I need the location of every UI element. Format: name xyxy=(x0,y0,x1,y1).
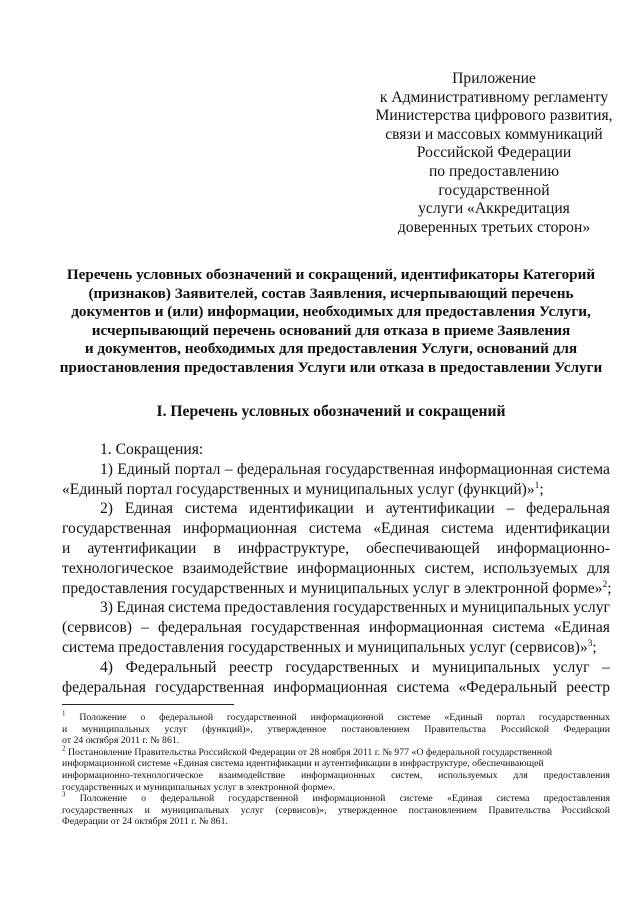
word: система xyxy=(396,678,450,696)
word: 1) xyxy=(100,460,113,478)
appendix-line: услуги «Аккредитация xyxy=(418,200,570,218)
footnote-number: 1 xyxy=(62,709,66,718)
word: системе xyxy=(399,793,433,805)
word: и xyxy=(144,804,150,816)
word: информационно- xyxy=(496,539,610,557)
word: информационных xyxy=(300,769,376,781)
footnote-line xyxy=(62,709,610,724)
word: – xyxy=(141,619,149,637)
word: технологическое xyxy=(62,559,174,577)
word: (сервисов) xyxy=(62,619,133,637)
word: взаимодействие xyxy=(218,769,286,781)
word: Правительства xyxy=(424,723,486,735)
paragraph-4-line xyxy=(62,658,610,678)
word: информационно-технологическое xyxy=(62,769,203,781)
word: Российской xyxy=(500,723,549,735)
word: (функций)», xyxy=(202,723,253,735)
appendix-block xyxy=(372,70,616,237)
word: система xyxy=(492,619,545,637)
word: и xyxy=(411,658,420,676)
footnote-line: $^2$ Постановление Правительства Российской Федерации от 28 ноября 2011 г. № 977 «О федеральной государственной xyxy=(62,744,553,758)
appendix-line: Министерства цифрового развития, xyxy=(375,107,613,125)
footnote-ref-1[interactable]: 1 xyxy=(534,480,540,491)
word: идентификации xyxy=(505,520,610,538)
footnote-line: государственных и муниципальных услуг в электронной форме». xyxy=(62,781,336,793)
word: система xyxy=(184,500,238,518)
footnote-separator xyxy=(62,704,234,705)
section-heading: I. Перечень условных обозначений и сокращений xyxy=(156,403,506,420)
word: муниципальных xyxy=(461,599,570,617)
paragraph-3-line: система предоставления государственных и муниципальных услуг (сервисов)»$^3$; xyxy=(62,638,597,656)
word: постановлением xyxy=(408,804,478,816)
word: и xyxy=(449,599,459,617)
word: государственной xyxy=(228,793,299,805)
word: государственных xyxy=(285,658,399,676)
word: (сервисов)», xyxy=(275,804,327,816)
word: инфраструктуре, xyxy=(237,539,350,557)
word: реестр xyxy=(566,678,610,696)
footnote-3 xyxy=(62,790,610,828)
word: «Единый xyxy=(444,712,483,723)
word: – xyxy=(602,658,610,676)
word: обеспечивающей xyxy=(366,539,480,557)
appendix-line: Российской Федерации xyxy=(416,144,572,162)
word: система xyxy=(496,793,530,805)
footnote-1 xyxy=(62,709,610,747)
title-line: приостановления предоставления Услуги или отказа в предоставлении Услуги xyxy=(59,358,603,376)
word: государственных xyxy=(333,599,447,617)
word: услуг xyxy=(573,599,610,617)
word: система xyxy=(168,599,221,617)
paragraph-1-line: «Единый портал государственных и муниципальных услуг (функций)»$^1$; xyxy=(62,480,544,498)
word: информационной xyxy=(312,793,386,805)
word: аутентификации xyxy=(385,500,495,518)
word: предоставления xyxy=(543,793,610,805)
appendix-line: к Административному регламенту xyxy=(379,88,609,106)
word: «Федеральный xyxy=(458,678,558,696)
word: система xyxy=(557,460,610,478)
paragraph-2-line xyxy=(62,519,610,539)
word: информационная xyxy=(273,678,388,696)
footnotes xyxy=(62,709,610,828)
word: систем, xyxy=(424,559,475,577)
footnote-line xyxy=(62,805,610,817)
paragraph-1-line xyxy=(62,460,610,480)
word: информационная xyxy=(438,460,553,478)
word: о xyxy=(141,793,147,805)
paragraph-2-line xyxy=(62,499,610,519)
footnote-line xyxy=(62,724,610,736)
word: постановлением xyxy=(341,723,410,735)
word: государственная xyxy=(250,619,360,637)
word: государственных xyxy=(538,712,610,723)
word: 3) xyxy=(100,599,113,617)
title-line: Перечень условных обозначений и сокращений, идентификаторы Категорий xyxy=(66,266,596,283)
paragraph-2-line xyxy=(62,559,610,579)
word: – xyxy=(506,500,515,518)
word: информационных xyxy=(297,559,416,577)
word: услуг xyxy=(552,658,590,676)
body-text xyxy=(62,440,610,697)
word: используемых xyxy=(438,769,498,781)
appendix-line: по предоставлению xyxy=(428,162,560,180)
word: муниципальных xyxy=(81,723,150,735)
word: 4) xyxy=(100,658,113,676)
paragraph-4-line xyxy=(62,678,610,698)
word: Единая xyxy=(124,500,174,518)
word: федеральной xyxy=(160,793,215,805)
paragraph-2-line: предоставления государственных и муниципальных услуг в электронной форме»$^2$; xyxy=(62,579,612,597)
word: государственная xyxy=(155,678,265,696)
word: портал xyxy=(174,460,221,478)
paragraph-3-line xyxy=(62,598,610,618)
paragraph-3-line xyxy=(62,618,610,638)
word: Единая xyxy=(116,599,165,617)
item-abbreviations: 1. Сокращения: xyxy=(100,441,204,458)
word: систем, xyxy=(391,769,423,781)
word: государственная xyxy=(325,460,435,478)
title-line: и документов, необходимых для предоставления Услуги, оснований для xyxy=(84,340,578,358)
footnote-line xyxy=(62,770,610,782)
word: Правительства xyxy=(488,804,551,816)
word: услуг xyxy=(164,723,188,735)
appendix-line: государственной xyxy=(438,181,550,199)
word: Российской xyxy=(561,804,610,816)
title-line: документов и (или) информации, необходимых для предоставления Услуги, xyxy=(71,303,591,321)
word: федеральной xyxy=(159,712,214,723)
word: информационной xyxy=(310,712,384,723)
word: государственных xyxy=(62,804,134,816)
word: в xyxy=(213,539,221,557)
footnote-number: 2 xyxy=(62,744,66,753)
word: утвержденное xyxy=(338,804,398,816)
appendix-line: связи и массовых коммуникаций xyxy=(385,125,603,143)
appendix-line: Приложение xyxy=(452,70,536,87)
word: предоставления xyxy=(543,769,610,781)
word: федеральная xyxy=(62,678,146,696)
word: государственной xyxy=(226,712,297,723)
word: система xyxy=(308,520,362,538)
word: предоставления xyxy=(224,599,330,617)
word: федеральная xyxy=(237,460,321,478)
word: и xyxy=(62,539,71,557)
word: утвержденное xyxy=(267,723,327,735)
word: федеральная xyxy=(157,619,242,637)
word: идентификации xyxy=(249,500,354,518)
word: аутентификации xyxy=(87,539,197,557)
word: и xyxy=(62,723,68,735)
word: 2) xyxy=(100,500,113,518)
word: Единый xyxy=(117,460,171,478)
word: Положение xyxy=(79,712,127,723)
word: о xyxy=(140,712,146,723)
word: Федеральный xyxy=(125,658,217,676)
footnote-line xyxy=(62,790,610,805)
footnote-ref-3[interactable]: 3 xyxy=(587,638,593,649)
footnote-line: Федерации от 24 октября 2011 г. № 861. xyxy=(62,816,228,828)
word: Положение xyxy=(79,793,127,805)
word: портал xyxy=(496,712,525,723)
word: для xyxy=(587,559,610,577)
word: «Единая xyxy=(553,619,610,637)
word: используемых xyxy=(483,559,578,577)
word: для xyxy=(513,769,528,781)
document-title xyxy=(54,266,608,378)
word: системе xyxy=(397,712,431,723)
title-line: исчерпывающий перечень оснований для отказа в приеме Заявления xyxy=(91,321,571,339)
word: – xyxy=(224,460,233,478)
word: «Единая xyxy=(446,793,483,805)
title-line: (признаков) Заявителей, состав Заявления, исчерпывающий перечень xyxy=(88,284,574,302)
word: взаимодействие xyxy=(182,559,289,577)
word: «Единая xyxy=(373,520,430,538)
footnote-ref-2[interactable]: 2 xyxy=(602,579,608,590)
footnote-2 xyxy=(62,744,610,793)
footnote-line: от 24 октября 2011 г. № 861. xyxy=(62,735,180,747)
word: информационная xyxy=(369,619,484,637)
footnote-line: информационной системе «Единая система идентификации и аутентификации в инфраструктуре, обеспечивающей xyxy=(62,758,544,770)
word: услуг xyxy=(240,804,264,816)
word: муниципальных xyxy=(432,658,541,676)
word: система xyxy=(441,520,494,538)
paragraph-2-line xyxy=(62,539,610,559)
word: реестр xyxy=(229,658,273,676)
appendix-line: доверенных третьих сторон» xyxy=(397,218,591,236)
word: федеральная xyxy=(526,500,610,518)
word: и xyxy=(365,500,374,518)
word: информационная xyxy=(182,520,298,538)
word: Федерации xyxy=(563,723,610,735)
word: государственная xyxy=(62,520,172,538)
word: муниципальных xyxy=(161,804,230,816)
footnote-number: 3 xyxy=(62,790,66,799)
